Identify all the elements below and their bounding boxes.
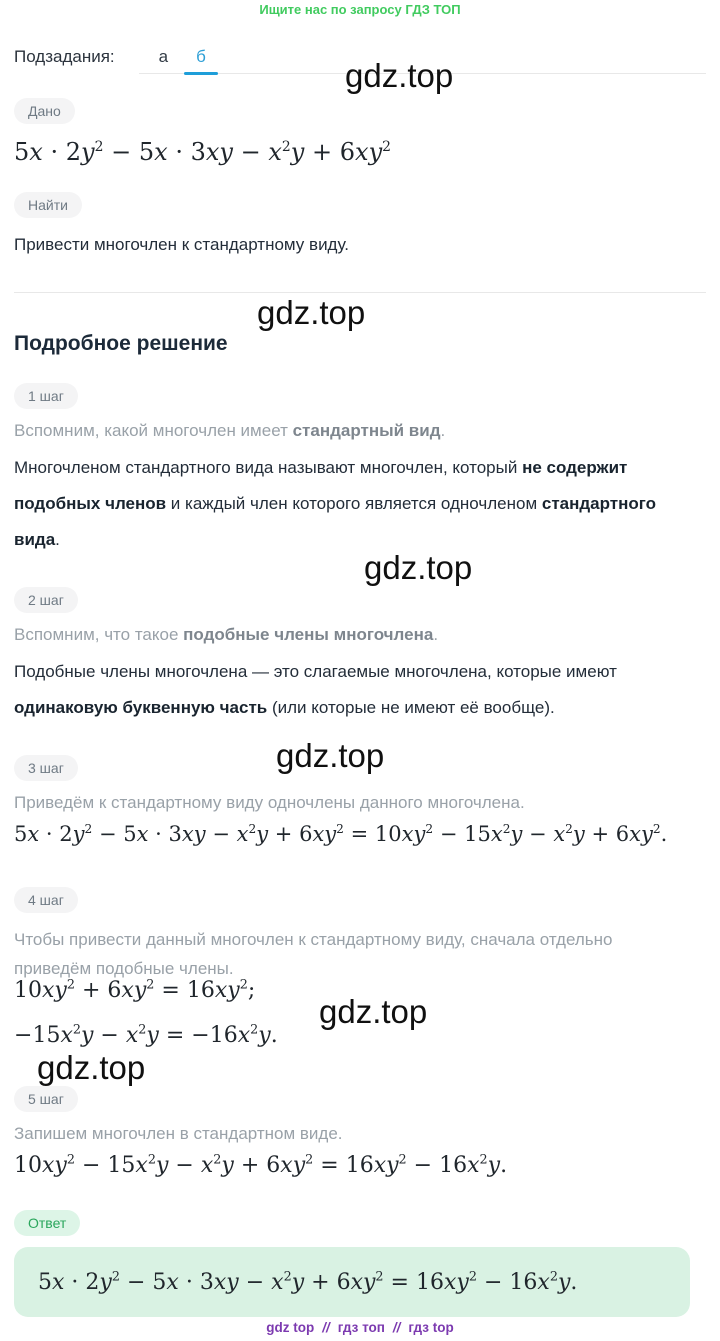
watermark-gdztop: gdz.top xyxy=(319,993,428,1030)
footer-link-gdz-top-ru[interactable]: гдз топ xyxy=(337,1320,385,1335)
active-tab-underline xyxy=(184,72,218,75)
step1-intro: Вспомним, какой многочлен имеет стандартный вид. xyxy=(14,421,446,440)
subtasks-label: Подзадания: xyxy=(14,47,115,66)
promo-banner: Ищите нас по запросу ГДЗ ТОП xyxy=(259,2,461,17)
section-divider xyxy=(14,292,706,293)
tab-subtask-a-label: а xyxy=(158,47,169,66)
answer-formula: $5x \cdot 2y^2 - 5x \cdot 3xy - x^2y + 6xy^2 = 16xy^2 - 16x^2y$. xyxy=(38,1269,578,1295)
footer-separator: // xyxy=(322,1320,330,1335)
tab-subtask-a[interactable] xyxy=(145,44,182,73)
step4-formula-2: $-15x^2y - x^2y = -16x^2y$. xyxy=(14,1022,278,1048)
given-formula: $5x \cdot 2y^2 - 5x \cdot 3xy - x^2y + 6xy^2$ xyxy=(14,138,391,166)
tab-subtask-b[interactable] xyxy=(182,44,220,73)
step2-body: Подобные члены многочлена — это слагаемые многочлена, которые имеют одинаковую буквенную часть (или которые не имеют её вообще). xyxy=(14,662,617,717)
step4-formula-1: $10xy^2 + 6xy^2 = 16xy^2$; xyxy=(14,977,256,1003)
step1-badge: 1 шаг xyxy=(14,383,78,409)
step3-badge: 3 шаг xyxy=(14,755,78,781)
solution-title: Подробное решение xyxy=(14,332,228,355)
step5-badge: 5 шаг xyxy=(14,1086,78,1112)
step4-badge: 4 шаг xyxy=(14,887,78,913)
step1-body: Многочленом стандартного вида называют многочлен, который не содержит подобных членов и каждый член которого является одночленом стандартного вида. xyxy=(14,458,657,549)
step3-intro: Приведём к стандартному виду одночлены данного многочлена. xyxy=(14,793,525,812)
given-badge: Дано xyxy=(14,98,75,124)
step5-formula: $10xy^2 - 15x^2y - x^2y + 6xy^2 = 16xy^2 - 16x^2y$. xyxy=(14,1152,508,1178)
watermark-gdztop: gdz.top xyxy=(37,1049,146,1086)
watermark-gdztop: gdz.top xyxy=(257,294,366,331)
footer-links xyxy=(0,1320,720,1335)
find-text: Привести многочлен к стандартному виду. xyxy=(14,235,350,254)
footer-link-gdz-top[interactable]: gdz top xyxy=(266,1320,315,1335)
watermark-gdztop: gdz.top xyxy=(364,549,473,586)
footer-separator: // xyxy=(392,1320,401,1335)
step4-intro: Чтобы привести данный многочлен к стандартному виду, сначала отдельно приведём подобные члены. xyxy=(14,930,613,978)
step3-formula: $5x \cdot 2y^2 - 5x \cdot 3xy - x^2y + 6xy^2 = 10xy^2 - 15x^2y - x^2y + 6xy^2$. xyxy=(14,822,668,846)
step5-intro: Запишем многочлен в стандартном виде. xyxy=(14,1124,343,1143)
footer-link-gdz-top-mixed[interactable]: гдз top xyxy=(408,1320,454,1335)
watermark-gdztop: gdz.top xyxy=(276,737,385,774)
tab-subtask-b-label: б xyxy=(196,47,206,66)
step2-intro: Вспомним, что такое подобные члены многочлена. xyxy=(14,625,439,644)
answer-badge: Ответ xyxy=(14,1210,80,1236)
find-badge: Найти xyxy=(14,192,82,218)
watermark-gdztop: gdz.top xyxy=(345,57,454,94)
step2-badge: 2 шаг xyxy=(14,587,78,613)
answer-box xyxy=(14,1247,690,1317)
